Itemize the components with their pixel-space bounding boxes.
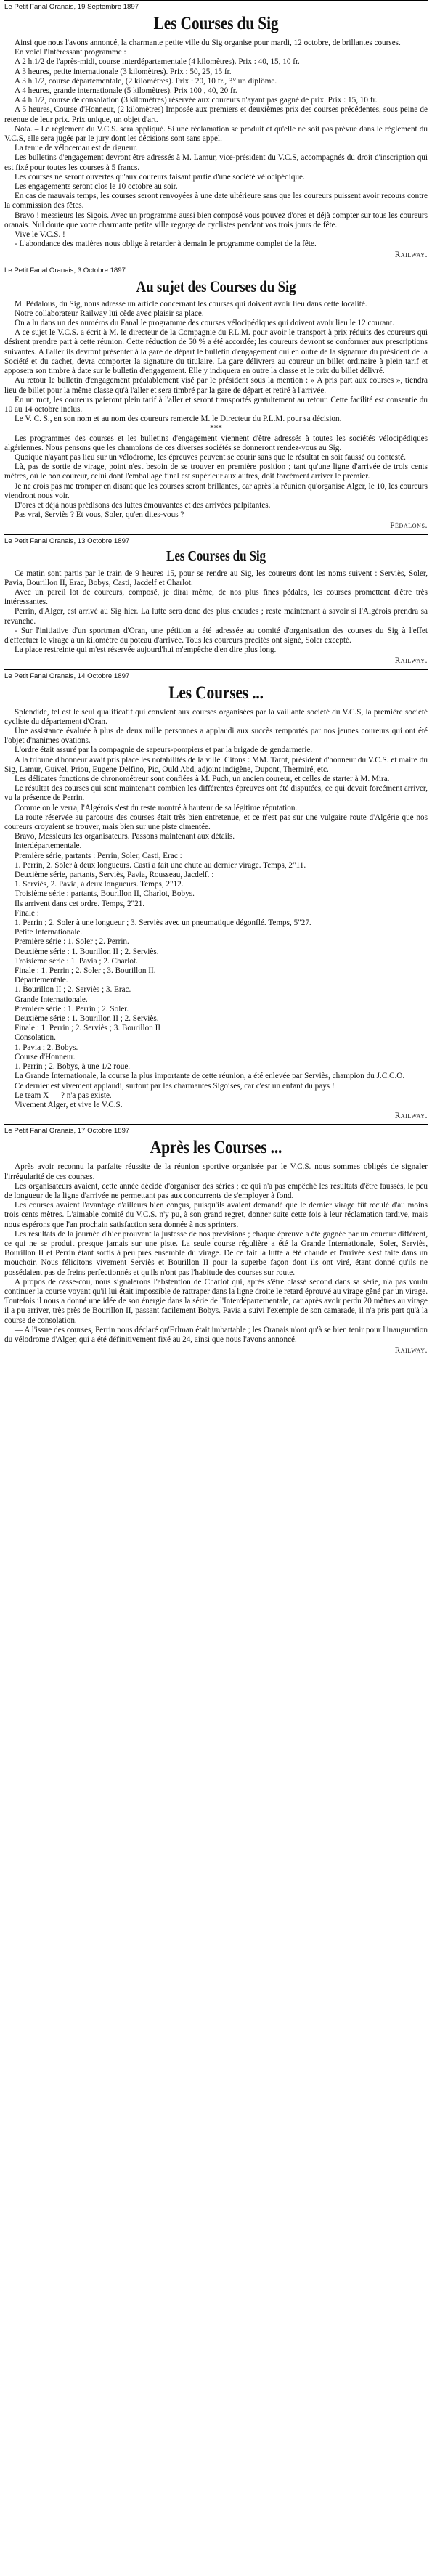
article-paragraph: Finale : [15,908,39,918]
article-paragraph: Splendide, tel est le seul qualificatif qui convient aux courses organisées par la vaillante société du V.C.S, la première société cycliste du département d'Oran. [4,707,428,726]
article-paragraph: Première série : 1. Perrin ; 2. Soler. [15,1004,129,1014]
article-paragraph: 1. Perrin ; 2. Bobys, à une 1/2 roue. [15,1062,131,1072]
article-paragraph: 1. Bourillon II ; 2. Serviès ; 3. Erac. [15,985,131,995]
article-headline: Les Courses du Sig [166,547,266,564]
article-signature: Railway. [394,250,428,260]
article-paragraph: Ce dernier est vivement applaudi, surtout par les charmantes Sigoises, car c'est un enfant du pays ! [15,1081,335,1091]
article-2 [4,264,428,534]
article-paragraph: Quoique n'ayant pas lieu sur un vélodrome, les épreuves peuvent se courir sans que le résultat en soit faussé ou contesté. [15,452,406,462]
article-paragraph: Départementale. [15,976,68,985]
article-paragraph: A 3 h.1/2, course départementale, (2 kilomètres). Prix : 20, 10 fr., 3° un diplôme. [15,76,277,86]
article-paragraph: A ce sujet le V.C.S. a écrit à M. le directeur de la Compagnie du P.L.M. pour avoir le transport à prix réduits des coureurs qui désirent prendre part à cette réunion. Cette réduction de 50 % a été accordée; les coureurs devront se conformer aux prescriptions suivantes. A l'aller ils devront présenter à la gare de départ le bulletin d'engagement qui en outre de la signature du président de la Société et du cachet, devra comporter la signature du titulaire. La gare délivrera au coureur un billet ordinaire à plein tarif et apposera son timbre à date sur le bulletin d'engagement. Elle y indiquera en outre la classe et le prix du billet délivré. [4,328,428,376]
article-paragraph: A 3 heures, petite internationale (3 kilomètres). Prix : 50, 25, 15 fr. [15,67,232,76]
article-paragraph: Bravo, Messieurs les organisateurs. Passons maintenant aux détails. [15,832,235,841]
article-paragraph: Vive le V.C.S. ! [15,230,65,240]
article-paragraph: Troisième série : partants, Bourillon II, Charlot, Bobys. [15,889,195,899]
article-headline: Après les Courses ... [150,1138,282,1158]
article-paragraph: Perrin, d'Alger, est arrivé au Sig hier. La lutte sera donc des plus chaudes ; reste maintenant à savoir si l'Algérois prendra sa revanche. [4,607,428,626]
article-paragraph: Deuxième série, partants, Serviès, Pavia, Rousseau, Jacdelf. : [15,871,214,880]
article-paragraph: Là, pas de sortie de virage, point n'est besoin de se trouver en première position ; tant qu'une ligne d'arrivée de trois cents mètres, où le bon coureur, celui dont l'emballage final est supérieur aux autres, doit forcément arriver le premier. [4,462,428,481]
newspaper-page [4,0,428,1358]
article-paragraph: Ce matin sont partis par le train de 9 heures 15, pour se rendre au Sig, les coureurs dont les noms suivent : Serviès, Soler, Pavia, Bourillon II, Erac, Bobys, Casti, Jacdelf et Charlot. [4,568,428,587]
article-paragraph: A 4 heures, grande internationale (5 kilomètres). Prix 100 , 40, 20 fr. [15,86,237,96]
article-paragraph: - L'abondance des matières nous oblige à retarder à demain le programme complet de la fête. [15,240,317,249]
article-paragraph: En un mot, les coureurs paieront plein tarif à l'aller et seront transportés gratuitement au retour. Cette facilité est consentie du 10 au 14 octobre inclus. [4,395,428,414]
article-paragraph: 1. Perrin ; 2. Soler à une longueur ; 3. Serviès avec un pneumatique dégonflé. Temps, 5"27. [15,918,311,928]
article-paragraph: — A l'issue des courses, Perrin nous déclaré qu'Erlman était imbattable ; les Oranais n'ont qu'à se bien tenir pour l'inauguration du vélodrome d'Alger, qui a été définitivement fixé au 24, ainsi que nous l'avons annoncé. [4,1325,428,1344]
article-source: Le Petit Fanal Oranais, 13 Octobre 1897 [4,537,130,545]
article-paragraph: Le team X — ? n'a pas existe. [15,1091,112,1100]
article-paragraph: Je ne crois pas me tromper en disant que les courses seront brillantes, car après la réunion qu'organise Alger, le 10, les coureurs viendront nous voir. [4,481,428,500]
article-paragraph: Au retour le bulletin d'engagement préalablement visé par le président sous la mention : « A pris part aux courses », tiendra lieu de billet pour la même classe qu'à l'aller et sera timbré par la gare de départ et retiré à l'arrivée. [4,376,428,395]
article-paragraph: Ils arrivent dans cet ordre. Temps, 2"21. [15,899,145,908]
article-source: Le Petit Fanal Oranais, 17 Octobre 1897 [4,1127,130,1136]
article-paragraph: La place restreinte qui m'est réservée aujourd'hui m'empêche d'en dire plus long. [15,645,277,655]
article-paragraph: M. Pédalous, du Sig, nous adresse un article concernant les courses qui doivent avoir lieu dans cette localité. [15,299,367,309]
article-signature: Pédalons. [390,521,428,531]
article-headline: Au sujet des Courses du Sig [136,277,296,295]
article-paragraph: L'ordre était assuré par la compagnie de sapeurs-pompiers et par la brigade de gendarmerie. [15,746,313,755]
article-paragraph: Finale : 1. Perrin ; 2. Serviès ; 3. Bourillon II [15,1024,161,1033]
article-paragraph: Comme on le verra, l'Algérois s'est du reste montré à hauteur de sa légitime réputation. [15,803,298,812]
article-paragraph: Notre collaborateur Railway lui cède avec plaisir sa place. [15,309,204,318]
article-signature: Railway. [394,1346,428,1356]
article-4 [4,669,428,1125]
article-paragraph: A 5 heures, Course d'Honneur, (2 kilomètres) Imposée aux premiers et deuxièmes prix des courses précédentes, sous peine de retenue de leur prix. Prix unique, un objet d'art. [4,105,428,124]
article-paragraph: A 4 h.1/2, course de consolation (3 kilomètres) réservée aux coureurs n'ayant pas gagné de prix. Prix : 15, 10 fr. [15,96,378,105]
article-paragraph: Finale : 1. Perrin ; 2. Soler ; 3. Bourillon II. [15,966,156,976]
article-paragraph: 1. Perrin, 2. Soler à deux longueurs. Casti a fait une chute au dernier virage. Temps, 2"11. [15,860,306,870]
article-paragraph: Les engagements seront clos le 10 octobre au soir. [15,182,178,192]
article-paragraph: 1. Serviès, 2. Pavia, à deux longueurs. Temps, 2"12. [15,880,184,889]
article-paragraph: Le résultat des courses qui sont maintenant combien les différentes épreuves ont été disputées, ce qui devait forcément arriver, vu la présence de Perrin. [4,784,428,803]
article-paragraph: Le V. C. S., en son nom et au nom des coureurs remercie M. le Directeur du P.L.M. pour sa décision. [15,415,342,424]
article-paragraph: Avec un pareil lot de coureurs, composé, je dirai même, de nos plus fines pédales, les courses promettent d'être très intéressantes. [4,587,428,607]
article-paragraph: En voici l'intéressant programme : [15,48,126,57]
article-signature: Railway. [394,656,428,666]
article-paragraph: Les courses ne seront ouvertes qu'aux coureurs faisant partie d'une société vélocipédique. [15,172,305,182]
article-paragraph: Vivement Alger, et vive le V.C.S. [15,1100,123,1109]
article-paragraph: Les délicates fonctions de chronométreur sont confiées à M. Puch, un ancien coureur, et celles de starter à M. Mira. [15,775,390,783]
article-paragraph: Les courses avaient l'avantage d'ailleurs bien conçus, puisqu'ils avaient demandé que le dernier virage fût reculé d'au moins trois cents mètres. L'aimable comité du V.C.S. n'y pu, à son grand regret, donner suite cette fois à leur réclamation tardive, mais nous espérons que l'an prochain satisfaction sera donnée à nos sprinters. [4,1201,428,1229]
article-paragraph: Interdépartementale. [15,841,82,851]
article-5 [4,1124,428,1358]
article-paragraph: La Grande Internationale, la course la plus importante de cette réunion, a été enlevée par Serviès, champion du J.C.C.O. [15,1072,405,1081]
article-paragraph: Ainsi que nous l'avons annoncé, la charmante petite ville du Sig organise pour mardi, 12 octobre, de brillantes courses. [15,38,401,47]
article-paragraph: Petite Internationale. [15,928,83,937]
article-paragraph: Deuxième série : 1. Bourillon II ; 2. Serviès. [15,947,159,956]
article-headline: Les Courses du Sig [153,14,279,33]
article-paragraph: Les programmes des courses et les bulletins d'engagement viennent d'être adressés à toutes les sociétés vélocipédiques algériennes. Nous pensons que les champions de ces diverses sociétés se donneront rendez-vous au Sig. [4,433,428,452]
article-paragraph: La tenue de vélocemau est de rigueur. [15,144,138,153]
article-source: Le Petit Fanal Oranais, 19 Septembre 1897 [4,3,139,11]
article-paragraph: Nota. – Le règlement du V.C.S. sera appliqué. Si une réclamation se produit et qu'elle ne soit pas prévue dans le règlement du V.C.S, elle sera jugée par le jury dont les décisions sont sans appel. [4,124,428,144]
article-signature: Railway. [394,1112,428,1121]
article-paragraph: Les organisateurs avaient, cette année décidé d'organiser des séries ; ce qui n'a pas empêché les résultats d'être faussés, le peu de longueur de la ligne d'arrivée ne permettant pas aux concurrents de s'employer à fond. [4,1181,428,1200]
article-paragraph: Première série, partants : Perrin, Soler, Casti, Erac : [15,851,182,860]
article-source: Le Petit Fanal Oranais, 14 Octobre 1897 [4,672,130,680]
article-paragraph: Bravo ! messieurs les Sigois. Avec un programme aussi bien composé vous pouvez d'ores et déjà compter sur tous les coureurs oranais. Nul doute que votre charmante petite ville regorge de cyclistes pendant vos trois jours de fête. [4,211,428,229]
article-paragraph: - Sur l'initiative d'un sportman d'Oran, une pétition a été adressée au comité d'organisation des courses du Sig à l'effet d'effectuer le virage à un kilomètre du poteau d'arrivée. Tous les coureurs précités ont signé, Soler excepté. [4,626,428,645]
article-paragraph: Les bulletins d'engagement devront être adressés à M. Lamur, vice-président du V.C.S, accompagnés du droit d'inscription qui est fixé pour toutes les courses à 5 francs. [4,153,428,172]
article-paragraph: La route réservée au parcours des courses était très bien entretenue, et ce n'est pas sur une vulgaire route d'Algérie que nos coureurs croyaient se trouver, mais bien sur une piste cimentée. [4,812,428,832]
article-paragraph: Une assistance évaluée à plus de deux mille personnes a applaudi aux succès remportés par nos jeunes coureurs qui ont été l'objet d'nanimes ovations. [4,726,428,746]
article-paragraph: A propos de casse-cou, nous signalerons l'abstention de Charlot qui, après s'être classé second dans sa série, n'a pas voulu continuer la course voyant qu'il lui était impossible de rattraper dans la ligne droite le retard éprouvé au virage gêné par un virage. Toutefois il nous a donné une idée de son énergie dans la série de l'Interdépartementale, car après avoir perdu 20 mètres au virage il a pu arriver, très près de Bourillon II, passant facilement Bobys. Pavia a suivi l'exemple de son camarade, il n'a pris part qu'à la course de consolation. [4,1277,428,1325]
article-paragraph: Troisième série : 1. Pavia ; 2. Charlot. [15,956,138,966]
article-paragraph: A 2 h.1/2 de l'après-midi, course interdépartementale (4 kilomètres). Prix : 40, 15, 10 fr. [15,57,300,67]
article-paragraph: Deuxième série : 1. Bourillon II ; 2. Serviès. [15,1014,159,1024]
article-paragraph: Première série : 1. Soler ; 2. Perrin. [15,937,129,947]
article-paragraph: Les résultats de la journée d'hier prouvent la justesse de nos prévisions ; chaque épreuve a été gagnée par un coureur différent, ce qui ne se produit presque jamais sur une piste. La seule course régulière a été la Grande Internationale, Soler, Serviès, Bourillon II et Perrin étant sortis à peu près ensemble du virage. De ce fait la lutte a été chaude et l'arrivée s'est faite dans un mouchoir. Nous félicitons vivement Serviès et Bourillon II pour la superbe façon dont ils ont viré, étant donné qu'ils ne possédaient pas de freins perfectionnés et qu'ils n'ont pas l'habitude des courses sur route. [4,1229,428,1277]
article-paragraph: Course d'Honneur. [15,1052,76,1061]
article-paragraph: En cas de mauvais temps, les courses seront renvoyées à une date ultérieure sans que les coureurs puissent avoir recours contre la commission des fêtes. [4,192,428,211]
article-paragraph: On a lu dans un des numéros du Fanal le programme des courses vélocipédiques qui doivent avoir lieu le 12 courant. [15,319,394,328]
article-paragraph: *** [210,424,222,433]
article-paragraph: D'ores et déjà nous prédisons des luttes émouvantes et des arrivées palpitantes. [15,500,271,510]
article-paragraph: Consolation. [15,1033,56,1043]
article-paragraph: Pas vrai, Serviès ? Et vous, Soler, qu'en dites-vous ? [15,510,184,520]
article-paragraph: A la tribune d'honneur avait pris place les notabilités de la ville. Citons : MM. Tarot, président d'honneur du V.C.S. et maire du Sig, Lamur, Guivel, Priou, Eugene Delfino, Pic, Ould Abd, adjoint indigène, Dupont, Thermiré, etc. [4,755,428,774]
article-headline: Les Courses ... [168,682,264,703]
article-1 [4,0,428,264]
article-source: Le Petit Fanal Oranais, 3 Octobre 1897 [4,266,126,274]
article-paragraph: Grande Internationale. [15,995,88,1004]
article-3 [4,534,428,669]
article-paragraph: Après avoir reconnu la parfaite réussite de la réunion sportive organisée par le V.C.S. nous sommes obligés de signaler l'irrégularité de ces courses. [4,1162,428,1181]
article-paragraph: 1. Pavia ; 2. Bobys. [15,1043,78,1052]
